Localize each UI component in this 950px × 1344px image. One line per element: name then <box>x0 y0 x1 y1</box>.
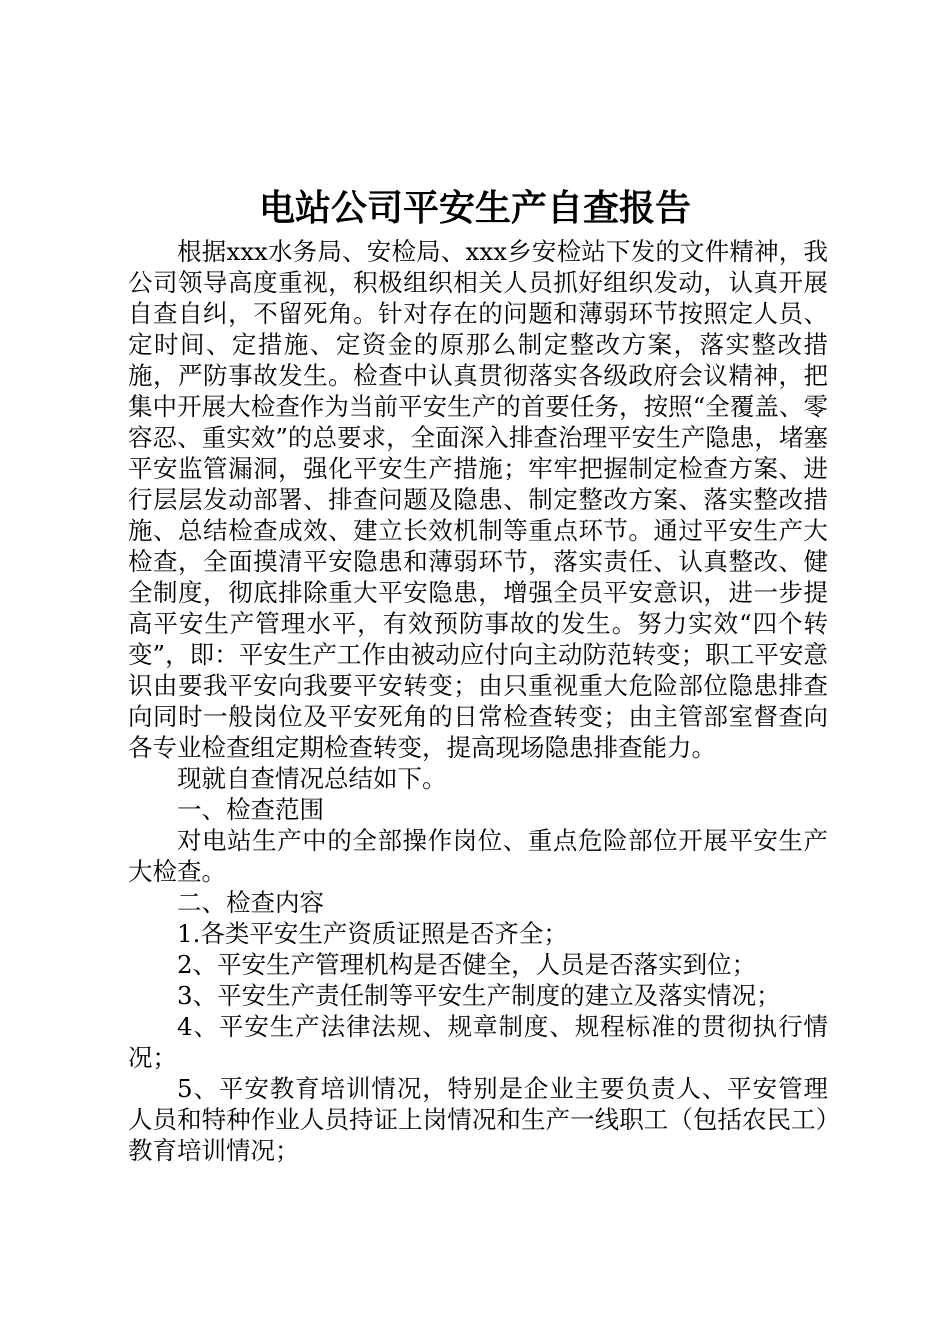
list-item-5: 5、平安教育培训情况，特别是企业主要负责人、平安管理人员和特种作业人员持证上岗情况和生产一线职工（包括农民工）教育培训情况； <box>128 1074 828 1165</box>
list-item-4: 4、平安生产法律法规、规章制度、规程标准的贯彻执行情况； <box>128 1012 828 1072</box>
section-heading-content: 二、检查内容 <box>177 888 324 917</box>
section-heading-scope: 一、检查范围 <box>177 795 324 824</box>
paragraph-summary-lead: 现就自查情况总结如下。 <box>177 764 447 793</box>
paragraph-intro: 根据xxx水务局、安检局、xxx乡安检站下发的文件精神，我公司领导高度重视，积极组织相关人员抓好组织发动，认真开展自查自纠，不留死角。针对存在的问题和薄弱环节按照定人员、定时间、定措施、定资金的原那么制定整改方案，落实整改措施，严防事故发生。检查中认真贯彻落实各级政府会议精神，把集中开展大检查作为当前平安生产的首要任务，按照“全覆盖、零容忍、重实效”的总要求，全面深入排查治理平安生产隐患，堵塞平安监管漏洞，强化平安生产措施；牢牢把握制定检查方案、进行层层发动部署、排查问题及隐患、制定整改方案、落实整改措施、总结检查成效、建立长效机制等重点环节。通过平安生产大检查，全面摸清平安隐患和薄弱环节，落实责任、认真整改、健全制度，彻底排除重大平安隐患，增强全员平安意识，进一步提高平安生产管理水平，有效预防事故的发生。努力实效“四个转变”，即：平安生产工作由被动应付向主动防范转变；职工平安意识由要我平安向我要平安转变；由只重视重大危险部位隐患排查向同时一般岗位及平安死角的日常检查转变；由主管部室督查向各专业检查组定期检查转变，提高现场隐患排查能力。 <box>128 237 828 762</box>
paragraph-scope: 对电站生产中的全部操作岗位、重点危险部位开展平安生产大检查。 <box>128 826 828 886</box>
list-item-1: 1.各类平安生产资质证照是否齐全； <box>177 919 568 948</box>
list-item-2: 2、平安生产管理机构是否健全，人员是否落实到位； <box>177 950 757 979</box>
document-body <box>128 236 828 1166</box>
list-item-3: 3、平安生产责任制等平安生产制度的建立及落实情况； <box>177 981 781 1010</box>
document-title: 电站公司平安生产自查报告 <box>258 187 691 229</box>
